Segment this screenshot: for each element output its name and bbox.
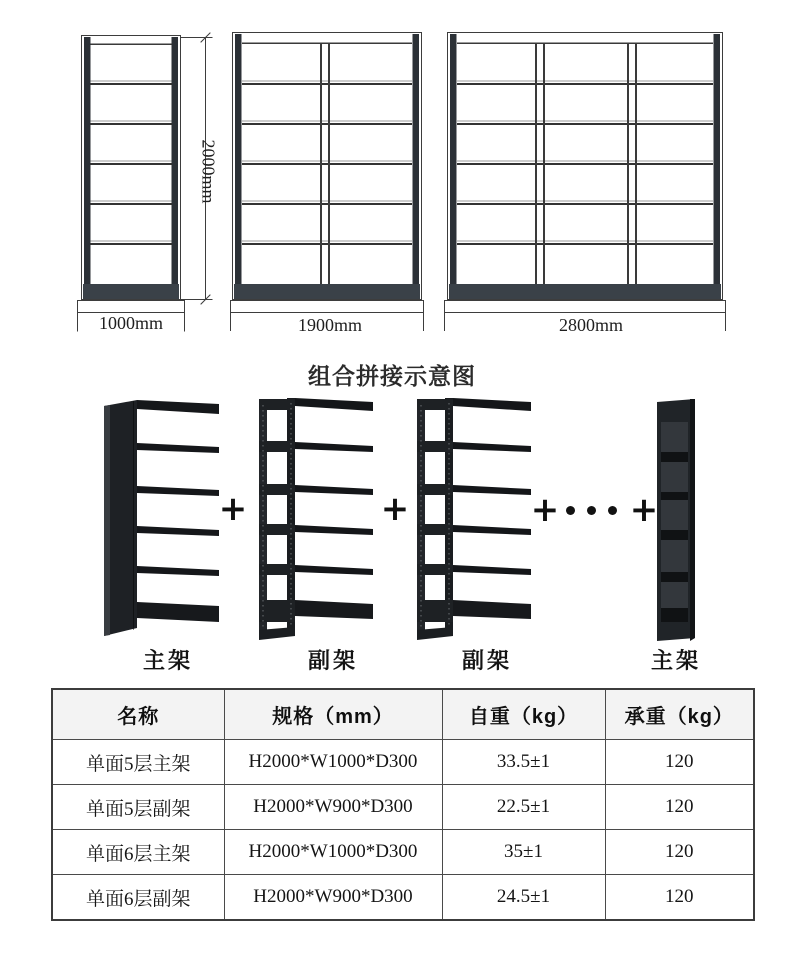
width-dimension-label-1900: 1900mm	[297, 315, 362, 335]
combination-diagram-title: 组合拼接示意图	[308, 363, 476, 389]
cell-name: 单面5层副架	[52, 785, 224, 830]
cell-load: 120	[605, 830, 754, 875]
cell-spec: H2000*W900*D300	[224, 875, 442, 921]
front-unit-2800mm	[445, 33, 726, 332]
front-unit-1900mm	[231, 33, 424, 332]
table-row	[52, 785, 754, 830]
plus-sign-1: +	[218, 489, 248, 529]
cell-name: 单面6层副架	[52, 875, 224, 921]
plus-sign-3: +	[530, 490, 560, 530]
height-dimension-label: 2000mm	[198, 139, 219, 204]
dot-icon	[566, 506, 575, 515]
header-name: 名称	[52, 689, 224, 740]
combo-sub-frame-2	[417, 398, 531, 640]
plus-sign-2: +	[380, 489, 410, 529]
plus-sign-4: +	[629, 490, 659, 530]
frame-label-sub-1: 副架	[307, 648, 358, 673]
header-load-capacity: 承重（kg）	[605, 689, 754, 740]
cell-weight: 35±1	[442, 830, 605, 875]
table-row	[52, 875, 754, 921]
front-unit-1000mm	[78, 33, 213, 331]
ellipsis-dots-icon	[566, 506, 617, 515]
header-spec-mm: 规格（mm）	[224, 689, 442, 740]
table-row	[52, 740, 754, 785]
cell-load: 120	[605, 740, 754, 785]
spec-table-header-row	[52, 689, 754, 740]
cell-spec: H2000*W900*D300	[224, 785, 442, 830]
dot-icon	[587, 506, 596, 515]
width-dimension-label-1000: 1000mm	[98, 313, 163, 333]
cell-weight: 24.5±1	[442, 875, 605, 921]
cell-spec: H2000*W1000*D300	[224, 830, 442, 875]
cell-name: 单面6层主架	[52, 830, 224, 875]
frame-label-main-1: 主架	[142, 648, 193, 673]
combo-main-frame-left	[104, 400, 219, 636]
combo-sub-frame-1	[259, 398, 373, 640]
cell-name: 单面5层主架	[52, 740, 224, 785]
table-row	[52, 830, 754, 875]
dot-icon	[608, 506, 617, 515]
width-dimension-label-2800: 2800mm	[558, 315, 623, 335]
cell-weight: 22.5±1	[442, 785, 605, 830]
frame-label-sub-2: 副架	[461, 648, 512, 673]
cell-spec: H2000*W1000*D300	[224, 740, 442, 785]
cell-weight: 33.5±1	[442, 740, 605, 785]
header-self-weight: 自重（kg）	[442, 689, 605, 740]
cell-load: 120	[605, 785, 754, 830]
cell-load: 120	[605, 875, 754, 921]
front-elevation-diagrams	[0, 0, 800, 345]
spec-table	[51, 688, 755, 921]
frame-label-main-2: 主架	[650, 648, 701, 673]
combo-main-frame-right	[657, 399, 695, 641]
